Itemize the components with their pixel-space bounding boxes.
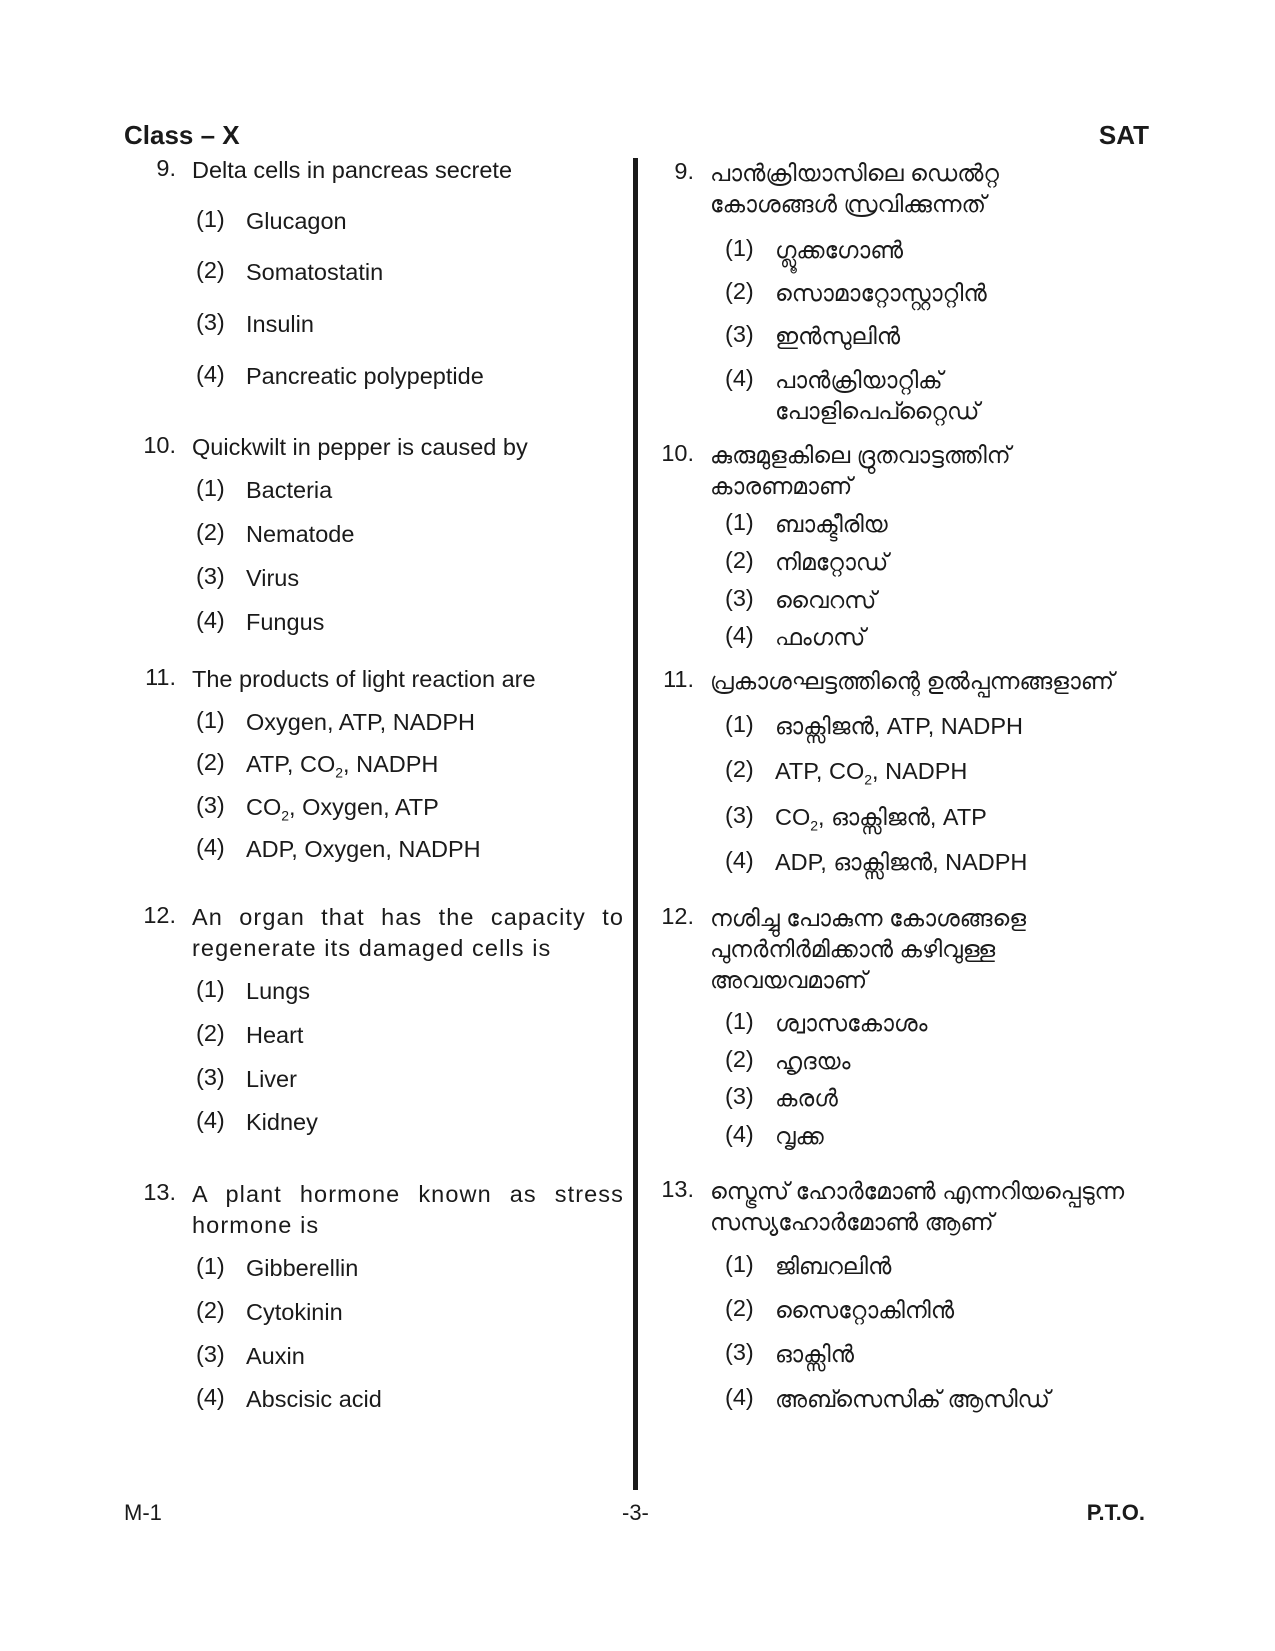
question-text: The products of light reaction are xyxy=(192,666,536,692)
option-text: Fungus xyxy=(246,609,325,635)
option xyxy=(196,1297,343,1328)
option-text: Abscisic acid xyxy=(246,1386,382,1412)
option-text: Insulin xyxy=(246,311,314,337)
option-text: Bacteria xyxy=(246,477,333,503)
question-11-ml xyxy=(660,666,1160,697)
option-number: (3) xyxy=(725,585,754,611)
option-number: (3) xyxy=(196,1064,225,1090)
option xyxy=(196,519,354,550)
option xyxy=(725,365,1005,427)
option-text: Somatostatin xyxy=(246,259,384,285)
option-text: Cytokinin xyxy=(246,1299,343,1325)
option-text: സൊമാറ്റോസ്റ്റാറ്റിൻ xyxy=(775,280,987,306)
option-text: കരൾ xyxy=(775,1085,838,1111)
option-number: (4) xyxy=(725,365,754,391)
question-9-ml xyxy=(660,158,1160,220)
option xyxy=(196,1253,358,1284)
option-number: (1) xyxy=(725,711,754,737)
option-number: (4) xyxy=(196,361,225,387)
option xyxy=(196,361,484,392)
option xyxy=(725,802,987,842)
option-text: ബാക്ടീരിയ xyxy=(775,511,888,537)
option-text: ഇൻസുലിൻ xyxy=(775,323,901,349)
question-number: 11. xyxy=(663,666,694,692)
header-exam: SAT xyxy=(1098,120,1149,150)
option-text: $CO_2$, Oxygen, ATP xyxy=(246,794,439,824)
option-text: വൃക്ക xyxy=(775,1123,824,1149)
option xyxy=(725,321,900,352)
option-text: Heart xyxy=(246,1022,304,1048)
option-number: (3) xyxy=(196,563,225,589)
column-divider xyxy=(633,158,638,1490)
option-number: (3) xyxy=(725,802,754,828)
question-12-en xyxy=(124,902,624,964)
option xyxy=(725,622,865,653)
option-number: (1) xyxy=(725,1008,754,1034)
option-number: (2) xyxy=(725,1046,754,1072)
option-number: (4) xyxy=(725,847,754,873)
option-text: ശ്വാസകോശം xyxy=(775,1010,928,1036)
option-text: ADP, ഓക്സിജൻ, NADPH xyxy=(775,849,1028,875)
question-11-en xyxy=(124,664,624,695)
footer-code: M-1 xyxy=(124,1500,162,1525)
option-text: $CO_2$, ഓക്സിജൻ, ATP xyxy=(775,804,987,834)
option xyxy=(196,206,347,237)
option-number: (2) xyxy=(196,519,225,545)
option-text: നിമറ്റോഡ് xyxy=(775,549,889,575)
option-text: ഹൃദയം xyxy=(775,1048,851,1074)
option-text: ഓക്സിജൻ, ATP, NADPH xyxy=(775,713,1024,739)
option xyxy=(725,235,903,266)
option-number: (4) xyxy=(196,607,225,633)
option xyxy=(196,1341,305,1372)
option xyxy=(725,547,888,578)
option xyxy=(725,847,1027,878)
question-text: പ്രകാശഘട്ടത്തിന്റെ ഉൽപ്പന്നങ്ങളാണ് xyxy=(710,668,1115,694)
option-text: Oxygen, ATP, NADPH xyxy=(246,709,475,735)
option-text: വൈറസ് xyxy=(775,587,877,613)
page-number: -3- xyxy=(622,1500,649,1525)
question-number: 12. xyxy=(143,902,176,928)
question-12-ml xyxy=(660,903,1160,996)
option xyxy=(725,711,1023,742)
option-number: (3) xyxy=(725,1339,754,1365)
question-number: 10. xyxy=(143,432,176,458)
option-text: ഫംഗസ് xyxy=(775,624,866,650)
option-text: Gibberellin xyxy=(246,1255,359,1281)
option-number: (2) xyxy=(725,756,754,782)
header-class: Class – X xyxy=(124,120,240,150)
option xyxy=(196,607,324,638)
question-text: Delta cells in pancreas secrete xyxy=(192,157,513,183)
question-9-en xyxy=(124,155,624,186)
option-text: Auxin xyxy=(246,1343,305,1369)
option-text: ADP, Oxygen, NADPH xyxy=(246,836,481,862)
question-text: Quickwilt in pepper is caused by xyxy=(192,434,528,460)
option xyxy=(725,1083,838,1114)
option-number: (3) xyxy=(196,309,225,335)
question-number: 11. xyxy=(145,664,176,690)
option xyxy=(725,1008,927,1039)
option xyxy=(196,475,332,506)
option-number: (1) xyxy=(196,475,225,501)
footer-pto: P.T.O. xyxy=(1086,1500,1145,1525)
question-number: 13. xyxy=(143,1179,176,1205)
option-number: (4) xyxy=(725,622,754,648)
option-text: അബ്സെസിക് ആസിഡ് xyxy=(775,1386,1050,1412)
option-number: (4) xyxy=(196,834,225,860)
option xyxy=(196,707,475,738)
option xyxy=(725,1046,850,1077)
option-text: സൈറ്റോകിനിൻ xyxy=(775,1297,955,1323)
option xyxy=(725,1295,954,1326)
option-number: (1) xyxy=(196,1253,225,1279)
option-text: Kidney xyxy=(246,1109,318,1135)
option-number: (4) xyxy=(196,1107,225,1133)
question-10-en xyxy=(124,432,624,463)
option xyxy=(196,1020,303,1051)
option-number: (3) xyxy=(196,792,225,818)
option-text: Nematode xyxy=(246,521,355,547)
option-number: (4) xyxy=(196,1384,225,1410)
option-text: ഗ്ലൂക്കഗോൺ xyxy=(775,237,904,263)
option-number: (4) xyxy=(725,1121,754,1147)
option-number: (2) xyxy=(725,278,754,304)
option-text: Pancreatic polypeptide xyxy=(246,363,484,389)
option-number: (1) xyxy=(196,707,225,733)
option-text: ATP, $CO_2$, NADPH xyxy=(775,758,968,788)
option xyxy=(196,1107,318,1138)
question-text: കുരുമുളകിലെ ദ്രുതവാട്ടത്തിന് കാരണമാണ് xyxy=(710,442,1011,499)
option xyxy=(725,585,876,616)
option-text: ജിബറലിൻ xyxy=(775,1253,892,1279)
option xyxy=(725,278,987,309)
option-number: (3) xyxy=(725,1083,754,1109)
question-number: 9. xyxy=(156,155,176,181)
option-number: (2) xyxy=(196,1020,225,1046)
question-number: 13. xyxy=(661,1176,694,1202)
question-text: An organ that has the capacity to regenerate its damaged cells is xyxy=(192,904,624,961)
option-number: (2) xyxy=(196,749,225,775)
option-number: (3) xyxy=(196,1341,225,1367)
question-text: പാൻക്രിയാസിലെ ഡെൽറ്റ കോശങ്ങൾ സ്രവിക്കുന്നത് xyxy=(710,160,1000,217)
option xyxy=(196,563,299,594)
option xyxy=(725,756,967,796)
option xyxy=(196,749,438,789)
option xyxy=(196,1064,297,1095)
option xyxy=(196,309,314,340)
question-number: 9. xyxy=(674,158,694,184)
option-number: (2) xyxy=(725,547,754,573)
question-13-en xyxy=(124,1179,624,1241)
option xyxy=(196,976,310,1007)
option xyxy=(725,1121,824,1152)
option-text: Liver xyxy=(246,1066,297,1092)
option-number: (2) xyxy=(196,257,225,283)
option-number: (1) xyxy=(725,1251,754,1277)
option-number: (2) xyxy=(725,1295,754,1321)
question-text: നശിച്ചു പോകുന്ന കോശങ്ങളെ പുനർനിർമിക്കാൻ കഴിവുള്ള അവയവമാണ് xyxy=(710,905,1027,993)
option-text: Lungs xyxy=(246,978,311,1004)
option-text: Glucagon xyxy=(246,208,347,234)
option-text: പാൻക്രിയാറ്റിക് പോളിപെപ്റ്റൈഡ് xyxy=(775,367,980,424)
option-number: (1) xyxy=(196,206,225,232)
option-number: (1) xyxy=(725,509,754,535)
question-13-ml xyxy=(660,1176,1160,1238)
option xyxy=(725,1251,891,1282)
option-number: (4) xyxy=(725,1384,754,1410)
option xyxy=(725,509,888,540)
option-text: Virus xyxy=(246,565,300,591)
question-text: സ്ട്രെസ് ഹോർമോൺ എന്നറിയപ്പെടുന്ന സസ്യഹോർമോൺ ആണ് xyxy=(710,1178,1125,1235)
option-text: ATP, $CO_2$, NADPH xyxy=(246,751,439,781)
option xyxy=(196,792,439,832)
option xyxy=(196,257,383,288)
option xyxy=(725,1384,1050,1415)
question-number: 12. xyxy=(661,903,694,929)
option-number: (1) xyxy=(725,235,754,261)
question-10-ml xyxy=(660,440,1160,502)
question-number: 10. xyxy=(661,440,694,466)
option xyxy=(725,1339,854,1370)
option xyxy=(196,1384,382,1415)
option-number: (3) xyxy=(725,321,754,347)
option-number: (1) xyxy=(196,976,225,1002)
option-text: ഓക്സിൻ xyxy=(775,1341,854,1367)
option-number: (2) xyxy=(196,1297,225,1323)
option xyxy=(196,834,481,865)
question-text: A plant hormone known as stress hormone is xyxy=(192,1181,624,1238)
